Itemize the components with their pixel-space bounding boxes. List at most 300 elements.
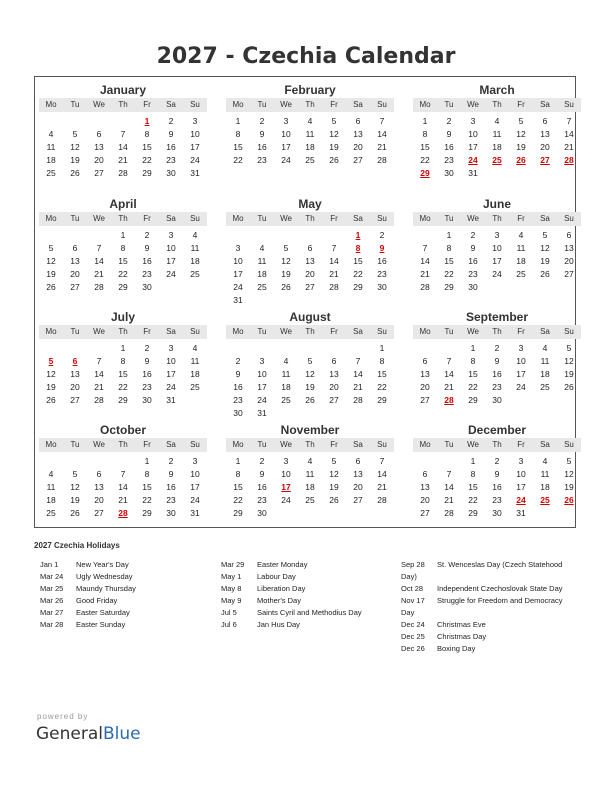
holiday-date: Dec 26	[401, 644, 425, 653]
day-cell: 20	[70, 269, 80, 279]
day-cell: 10	[516, 469, 526, 479]
holiday-name: Struggle for Freedom and Democracy Day	[401, 596, 563, 617]
day-cell	[322, 407, 346, 420]
day-cell: 6	[422, 356, 428, 366]
day-cell: 30	[468, 282, 478, 292]
holiday-day-cell: 28	[118, 508, 128, 518]
weekday-header	[413, 98, 581, 112]
holiday-day-cell: 25	[540, 495, 550, 505]
day-cell: 4	[192, 230, 198, 240]
day-cell: 13	[420, 482, 430, 492]
week-row	[39, 381, 207, 394]
weekday-label: Su	[377, 214, 387, 223]
day-cell: 3	[235, 243, 241, 253]
day-cell: 6	[566, 230, 572, 240]
day-cell: 10	[492, 243, 502, 253]
day-cell: 9	[446, 129, 452, 139]
day-cell: 8	[235, 469, 241, 479]
week-row	[39, 507, 207, 520]
holiday-item	[40, 559, 210, 571]
weekday-label: Tu	[444, 440, 454, 449]
day-cell: 14	[377, 129, 387, 139]
day-cell: 2	[379, 230, 385, 240]
weekday-label: Fr	[517, 214, 525, 223]
week-row	[226, 355, 394, 368]
week-row	[413, 229, 581, 242]
day-cell: 5	[48, 243, 54, 253]
day-cell: 24	[166, 269, 176, 279]
day-cell: 10	[233, 256, 243, 266]
week-row	[413, 394, 581, 407]
week-row	[39, 468, 207, 481]
day-cell: 27	[353, 155, 363, 165]
day-cell	[298, 342, 322, 355]
day-cell: 21	[329, 269, 339, 279]
day-cell: 15	[444, 256, 454, 266]
day-cell: 3	[168, 343, 174, 353]
weekday-label: Su	[564, 214, 574, 223]
holiday-item	[401, 595, 576, 619]
holiday-name: St. Wenceslas Day (Czech Statehood Day)	[401, 560, 563, 581]
day-cell: 14	[420, 256, 430, 266]
holiday-date: Mar 29	[221, 560, 245, 569]
day-cell	[39, 342, 63, 355]
day-cell: 3	[192, 456, 198, 466]
day-cell: 27	[70, 282, 80, 292]
day-cell: 8	[144, 469, 150, 479]
month-july	[39, 309, 207, 407]
weekday-label: Su	[564, 327, 574, 336]
day-cell: 13	[70, 256, 80, 266]
day-cell: 31	[166, 395, 176, 405]
day-cell	[63, 342, 87, 355]
week-row	[226, 115, 394, 128]
day-cell: 15	[233, 482, 243, 492]
weekday-label: Mo	[45, 440, 57, 449]
weekday-label: Fr	[330, 440, 338, 449]
day-cell: 11	[46, 482, 56, 492]
day-cell: 12	[329, 469, 339, 479]
month-name: August	[289, 310, 331, 324]
day-cell: 28	[377, 495, 387, 505]
day-cell: 28	[377, 155, 387, 165]
day-cell	[87, 342, 111, 355]
weekday-label: Th	[492, 214, 502, 223]
weekday-label: Sa	[353, 440, 363, 449]
holiday-item	[40, 571, 210, 583]
holiday-item	[221, 595, 391, 607]
day-cell: 13	[305, 256, 315, 266]
day-cell: 25	[305, 495, 315, 505]
day-cell	[39, 115, 63, 128]
week-row	[39, 394, 207, 407]
day-cell: 22	[468, 495, 478, 505]
day-cell	[111, 115, 135, 128]
day-cell: 16	[233, 382, 243, 392]
month-name: January	[99, 83, 147, 97]
day-cell	[557, 394, 581, 407]
week-row	[39, 154, 207, 167]
day-cell: 23	[492, 382, 502, 392]
weekday-label: We	[467, 327, 479, 336]
week-row	[413, 115, 581, 128]
week-row	[39, 481, 207, 494]
day-cell: 9	[494, 469, 500, 479]
week-row	[226, 394, 394, 407]
day-cell: 21	[353, 382, 363, 392]
day-cell: 27	[329, 395, 339, 405]
day-cell: 22	[118, 269, 128, 279]
weekday-label: Fr	[330, 214, 338, 223]
day-cell: 30	[233, 408, 243, 418]
day-cell: 27	[305, 282, 315, 292]
day-cell	[274, 507, 298, 520]
brand-logo[interactable]	[36, 724, 141, 744]
day-cell: 18	[305, 482, 315, 492]
day-cell: 7	[96, 243, 102, 253]
month-may	[226, 196, 394, 307]
day-cell: 1	[120, 230, 126, 240]
day-cell: 3	[259, 356, 265, 366]
day-cell: 16	[142, 369, 152, 379]
day-cell: 13	[353, 469, 363, 479]
holiday-date: Mar 25	[40, 584, 64, 593]
weekday-header	[413, 438, 581, 452]
day-cell: 17	[516, 482, 526, 492]
day-cell: 21	[118, 155, 128, 165]
day-cell: 29	[353, 282, 363, 292]
day-cell: 12	[564, 356, 574, 366]
day-cell: 12	[46, 369, 56, 379]
month-november	[226, 422, 394, 520]
day-cell	[87, 115, 111, 128]
day-cell: 1	[235, 116, 241, 126]
day-cell: 25	[190, 382, 200, 392]
day-cell: 19	[281, 269, 291, 279]
day-cell: 7	[379, 116, 385, 126]
weekday-header	[413, 325, 581, 339]
day-cell: 11	[281, 369, 291, 379]
week-row	[226, 141, 394, 154]
week-row	[226, 294, 394, 307]
day-cell: 18	[190, 369, 200, 379]
weekday-label: Th	[305, 214, 315, 223]
weekday-label: We	[280, 100, 292, 109]
day-cell: 16	[166, 142, 176, 152]
day-cell	[39, 455, 63, 468]
day-cell: 6	[72, 243, 78, 253]
month-name: April	[109, 197, 137, 211]
holiday-item	[40, 619, 210, 631]
month-name: December	[467, 423, 527, 437]
day-cell: 19	[564, 369, 574, 379]
day-cell	[509, 281, 533, 294]
day-cell	[87, 455, 111, 468]
day-cell: 25	[190, 269, 200, 279]
day-cell: 30	[492, 508, 502, 518]
day-cell: 31	[468, 168, 478, 178]
weekday-label: Th	[118, 327, 128, 336]
day-cell: 13	[94, 482, 104, 492]
weekday-label: Tu	[257, 440, 267, 449]
day-cell: 21	[377, 482, 387, 492]
day-cell: 25	[46, 168, 56, 178]
day-cell: 8	[379, 356, 385, 366]
day-cell: 8	[120, 356, 126, 366]
week-row	[226, 455, 394, 468]
weekday-label: Fr	[517, 327, 525, 336]
day-cell: 26	[329, 155, 339, 165]
month-name: November	[280, 423, 340, 437]
day-cell: 2	[144, 343, 150, 353]
weekday-label: Th	[118, 214, 128, 223]
day-cell: 7	[96, 356, 102, 366]
holiday-item	[221, 571, 391, 583]
day-cell: 11	[540, 356, 550, 366]
day-cell: 3	[192, 116, 198, 126]
weekday-label: Th	[492, 440, 502, 449]
day-cell: 19	[46, 382, 56, 392]
brand-part-1: General	[36, 724, 103, 744]
day-cell	[298, 407, 322, 420]
day-cell: 13	[329, 369, 339, 379]
day-cell: 17	[468, 142, 478, 152]
week-row	[226, 481, 394, 494]
day-cell	[250, 294, 274, 307]
holiday-day-cell: 6	[72, 356, 78, 366]
day-cell: 12	[305, 369, 315, 379]
day-cell: 20	[305, 269, 315, 279]
weekday-label: Th	[492, 327, 502, 336]
day-cell	[322, 507, 346, 520]
holiday-column-1	[40, 559, 210, 631]
day-cell: 28	[94, 282, 104, 292]
weekday-header	[39, 438, 207, 452]
holiday-date: May 8	[221, 584, 242, 593]
weekday-label: We	[93, 100, 105, 109]
holiday-name: Boxing Day	[437, 644, 476, 653]
day-cell: 24	[233, 282, 243, 292]
day-cell: 15	[420, 142, 430, 152]
day-cell: 13	[420, 369, 430, 379]
day-cell: 3	[518, 456, 524, 466]
day-cell	[413, 342, 437, 355]
day-cell: 3	[283, 116, 289, 126]
day-cell	[370, 294, 394, 307]
week-row	[413, 507, 581, 520]
day-cell	[533, 281, 557, 294]
day-cell: 16	[142, 256, 152, 266]
week-row	[226, 407, 394, 420]
day-cell: 27	[420, 508, 430, 518]
weekday-label: We	[93, 214, 105, 223]
day-cell: 13	[564, 243, 574, 253]
day-cell: 21	[94, 382, 104, 392]
weekday-label: Sa	[540, 100, 550, 109]
day-cell: 17	[166, 256, 176, 266]
weekday-label: Tu	[257, 214, 267, 223]
day-cell: 1	[470, 456, 476, 466]
day-cell: 17	[492, 256, 502, 266]
day-cell: 29	[118, 395, 128, 405]
day-cell: 6	[307, 243, 313, 253]
month-june	[413, 196, 581, 294]
day-cell: 4	[192, 343, 198, 353]
day-cell: 15	[142, 482, 152, 492]
week-row	[413, 167, 581, 180]
week-row	[413, 242, 581, 255]
week-row	[39, 368, 207, 381]
day-cell: 23	[142, 382, 152, 392]
day-cell: 19	[305, 382, 315, 392]
day-cell: 4	[259, 243, 265, 253]
holiday-date: Mar 28	[40, 620, 64, 629]
day-cell: 15	[377, 369, 387, 379]
day-cell: 21	[377, 142, 387, 152]
holidays-title: 2027 Czechia Holidays	[34, 541, 120, 550]
day-cell: 11	[190, 243, 200, 253]
day-cell: 11	[492, 129, 502, 139]
day-cell: 8	[470, 469, 476, 479]
weekday-label: Su	[377, 327, 387, 336]
day-cell: 2	[494, 343, 500, 353]
holiday-item	[221, 607, 391, 619]
weekday-label: Sa	[540, 327, 550, 336]
holiday-date: Jul 6	[221, 620, 237, 629]
day-cell: 24	[492, 269, 502, 279]
day-cell: 8	[120, 243, 126, 253]
day-cell	[437, 455, 461, 468]
weekday-label: Mo	[419, 440, 431, 449]
day-cell: 2	[235, 356, 241, 366]
day-cell: 14	[353, 369, 363, 379]
holiday-item	[221, 619, 391, 631]
holiday-name: New Year's Day	[76, 560, 129, 569]
holiday-item	[221, 583, 391, 595]
weekday-label: Mo	[45, 214, 57, 223]
week-row	[39, 494, 207, 507]
day-cell	[346, 342, 370, 355]
day-cell: 24	[281, 155, 291, 165]
holiday-day-cell: 26	[516, 155, 526, 165]
day-cell: 26	[46, 282, 56, 292]
holiday-date: Jul 5	[221, 608, 237, 617]
powered-by-text: powered by	[37, 712, 89, 721]
holiday-date: Oct 28	[401, 584, 424, 593]
day-cell: 22	[444, 269, 454, 279]
week-row	[413, 468, 581, 481]
brand-part-2: Blue	[103, 724, 141, 744]
holiday-name: Mother's Day	[257, 596, 301, 605]
day-cell: 8	[446, 243, 452, 253]
day-cell	[533, 167, 557, 180]
day-cell: 5	[331, 116, 337, 126]
day-cell: 12	[70, 482, 80, 492]
holiday-item	[40, 607, 210, 619]
day-cell: 17	[190, 482, 200, 492]
day-cell: 16	[257, 142, 267, 152]
holiday-name: Labour Day	[257, 572, 296, 581]
day-cell: 2	[494, 456, 500, 466]
weekday-label: Th	[305, 327, 315, 336]
holiday-date: Mar 27	[40, 608, 64, 617]
holiday-day-cell: 28	[444, 395, 454, 405]
day-cell	[322, 294, 346, 307]
holiday-date: Mar 24	[40, 572, 64, 581]
weekday-label: Fr	[143, 327, 151, 336]
week-row	[226, 154, 394, 167]
holiday-name: Independent Czechoslovak State Day	[437, 584, 563, 593]
day-cell	[509, 394, 533, 407]
weekday-label: Tu	[70, 440, 80, 449]
day-cell: 27	[70, 395, 80, 405]
day-cell	[274, 342, 298, 355]
day-cell: 25	[540, 382, 550, 392]
day-cell: 21	[444, 495, 454, 505]
day-cell	[370, 407, 394, 420]
day-cell	[250, 342, 274, 355]
day-cell: 10	[166, 243, 176, 253]
holiday-date: Dec 24	[401, 620, 425, 629]
holiday-day-cell: 29	[420, 168, 430, 178]
weekday-label: Fr	[143, 440, 151, 449]
day-cell: 23	[444, 155, 454, 165]
weekday-label: We	[93, 440, 105, 449]
weekday-label: We	[467, 100, 479, 109]
weekday-header	[226, 325, 394, 339]
week-row	[39, 115, 207, 128]
holiday-day-cell: 8	[355, 243, 361, 253]
day-cell: 29	[444, 282, 454, 292]
week-row	[413, 381, 581, 394]
day-cell: 25	[257, 282, 267, 292]
day-cell: 23	[377, 269, 387, 279]
day-cell: 9	[470, 243, 476, 253]
week-row	[39, 128, 207, 141]
day-cell: 22	[468, 382, 478, 392]
day-cell: 28	[420, 282, 430, 292]
day-cell	[557, 167, 581, 180]
day-cell: 4	[48, 129, 54, 139]
day-cell: 6	[422, 469, 428, 479]
day-cell: 29	[377, 395, 387, 405]
day-cell: 20	[564, 256, 574, 266]
day-cell: 8	[470, 356, 476, 366]
day-cell: 14	[444, 482, 454, 492]
day-cell: 26	[305, 395, 315, 405]
day-cell: 3	[168, 230, 174, 240]
day-cell	[346, 407, 370, 420]
day-cell: 27	[353, 495, 363, 505]
day-cell: 8	[144, 129, 150, 139]
day-cell	[39, 229, 63, 242]
day-cell: 11	[305, 469, 315, 479]
day-cell: 5	[542, 230, 548, 240]
month-december	[413, 422, 581, 520]
day-cell: 22	[233, 155, 243, 165]
day-cell: 14	[377, 469, 387, 479]
weekday-label: Tu	[70, 327, 80, 336]
day-cell: 25	[281, 395, 291, 405]
day-cell: 19	[70, 495, 80, 505]
weekday-label: We	[280, 327, 292, 336]
day-cell: 28	[444, 508, 454, 518]
day-cell: 5	[566, 343, 572, 353]
weekday-label: Tu	[444, 327, 454, 336]
day-cell: 15	[118, 369, 128, 379]
day-cell: 21	[564, 142, 574, 152]
day-cell: 12	[540, 243, 550, 253]
